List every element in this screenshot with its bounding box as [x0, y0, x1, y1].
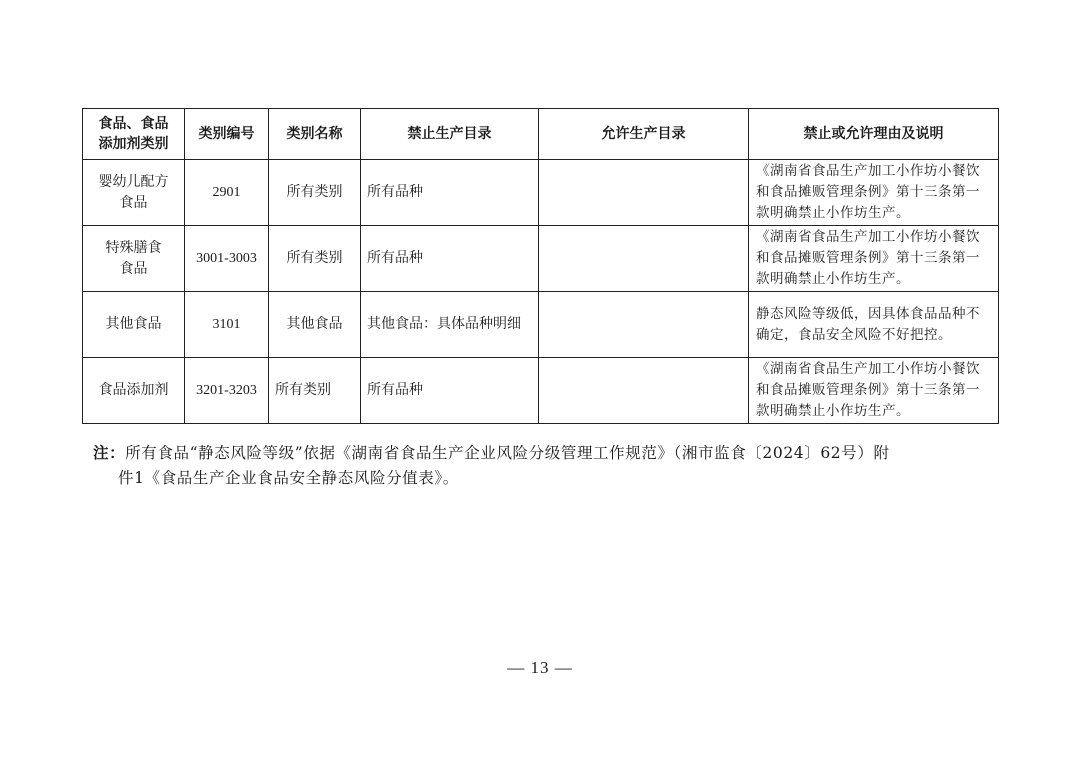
footnote: [93, 441, 1003, 491]
page-number: — 13 —: [507, 658, 573, 677]
header-category: [83, 109, 185, 160]
allowed-cell: [539, 292, 749, 358]
header-reason: 禁止或允许理由及说明: [749, 109, 999, 160]
table-header-row: [83, 109, 999, 160]
prohibited-cell: 所有品种: [361, 358, 539, 424]
name-cell: 其他食品: [269, 292, 361, 358]
footnote-text: 所有食品“静态风险等级”依据《湖南省食品生产企业风险分级管理工作规范》（湘市监食〔2024〕62号）附: [125, 444, 890, 462]
food-category-table: [82, 108, 999, 424]
header-category-line1: 食品、食品: [98, 116, 169, 132]
name-cell: 所有类别: [269, 226, 361, 292]
table-row: [83, 358, 999, 424]
prohibited-cell: 所有品种: [361, 160, 539, 226]
footnote-line1: [93, 441, 1003, 466]
header-allowed: 允许生产目录: [539, 109, 749, 160]
code-cell: 3201-3203: [185, 358, 269, 424]
reason-cell: 《湖南省食品生产加工小作坊小餐饮和食品摊贩管理条例》第十三条第一款明确禁止小作坊生产。: [749, 160, 999, 226]
category-line2: 食品: [119, 194, 148, 211]
allowed-cell: [539, 226, 749, 292]
category-line1: 特殊膳食: [105, 239, 162, 256]
reason-cell: 《湖南省食品生产加工小作坊小餐饮和食品摊贩管理条例》第十三条第一款明确禁止小作坊生产。: [749, 226, 999, 292]
category-line1: 婴幼儿配方: [98, 173, 169, 190]
footnote-line2: 件1《食品生产企业食品安全静态风险分值表》。: [118, 469, 459, 487]
category-cell: [83, 292, 185, 358]
code-cell: 3101: [185, 292, 269, 358]
header-category-line2: 添加剂类别: [98, 136, 169, 152]
name-cell: 所有类别: [269, 160, 361, 226]
reason-cell: 静态风险等级低，因具体食品品种不确定，食品安全风险不好把控。: [749, 292, 999, 358]
header-code: 类别编号: [185, 109, 269, 160]
table-row: [83, 160, 999, 226]
table-row: [83, 292, 999, 358]
prohibited-cell: 所有品种: [361, 226, 539, 292]
table-row: [83, 226, 999, 292]
prohibited-cell: 其他食品：具体品种明细: [361, 292, 539, 358]
category-cell: [83, 160, 185, 226]
category-line2: 食品: [119, 260, 148, 277]
category-line1: 其他食品: [105, 316, 162, 332]
code-cell: 3001-3003: [185, 226, 269, 292]
name-cell: 所有类别: [269, 358, 361, 424]
category-cell: [83, 226, 185, 292]
reason-cell: 《湖南省食品生产加工小作坊小餐饮和食品摊贩管理条例》第十三条第一款明确禁止小作坊生产。: [749, 358, 999, 424]
code-cell: 2901: [185, 160, 269, 226]
category-line1: 食品添加剂: [98, 382, 169, 398]
category-cell: [83, 358, 185, 424]
allowed-cell: [539, 160, 749, 226]
allowed-cell: [539, 358, 749, 424]
header-name: 类别名称: [269, 109, 361, 160]
header-prohibited: 禁止生产目录: [361, 109, 539, 160]
footnote-label: 注：: [93, 444, 126, 462]
